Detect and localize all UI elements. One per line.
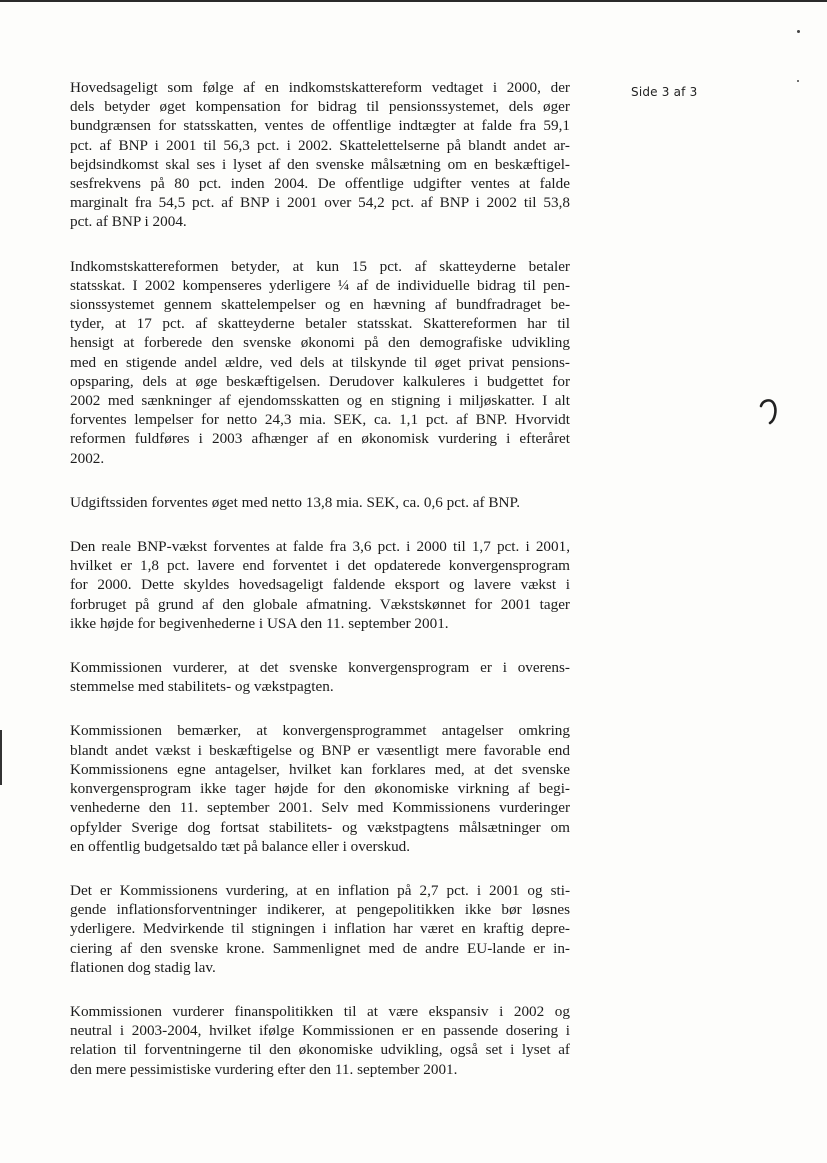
text-line: forbruget på grund af den globale afmatning. Vækstskønnet for 2001 tager bbox=[70, 595, 570, 613]
text-line: statsskat. I 2002 kompenseres yderligere ¼ af de individuelle bidrag til pen- bbox=[70, 276, 570, 294]
left-margin-mark bbox=[0, 730, 2, 785]
text-line: venhederne den 11. september 2001. Selv med Kommissionens vurderinger bbox=[70, 799, 570, 817]
text-line: en offentlig budgetsaldo tæt på balance eller i overskud. bbox=[70, 837, 411, 855]
scan-speck bbox=[797, 30, 800, 33]
text-line: pct. af BNP i 2004. bbox=[70, 213, 187, 231]
text-line: for 2000. Dette skyldes hovedsageligt faldende eksport og lavere vækst i bbox=[70, 576, 570, 594]
text-line: flationen dog stadig lav. bbox=[70, 958, 216, 976]
body-paragraph bbox=[70, 78, 570, 232]
text-line: bejdsindkomst skal ses i lyset af den svenske målsætning om en beskæftigel- bbox=[70, 155, 570, 173]
text-line: opfylder Sverige dog fortsat stabilitets- og vækstpagtens målsætninger om bbox=[70, 818, 570, 836]
text-line: konvergensprogram ikke tager højde for den økonomiske virkning af begi- bbox=[70, 780, 570, 798]
text-line: yderligere. Medvirkende til stigningen i inflation har været en kraftig depre- bbox=[70, 920, 570, 938]
top-border-line bbox=[0, 0, 827, 2]
text-line: med en stigende andel ældre, ved dels at tilskynde til øget privat pensions- bbox=[70, 353, 570, 371]
text-line: stemmelse med stabilitets- og vækstpagten. bbox=[70, 678, 334, 696]
text-line: relation til forventningerne til den økonomiske udvikling, også set i lyset af bbox=[70, 1041, 570, 1059]
text-line: Den reale BNP-vækst forventes at falde fra 3,6 pct. i 2000 til 1,7 pct. i 2001, bbox=[70, 538, 570, 556]
body-paragraph bbox=[70, 257, 570, 468]
text-line: gende inflationsforventninger indikerer, at pengepolitikken ikke bør løsnes bbox=[70, 901, 570, 919]
text-line: opsparing, dels at øge beskæftigelsen. Derudover kalkuleres i budgettet for bbox=[70, 372, 570, 390]
text-line: marginalt fra 54,5 pct. af BNP i 2001 over 54,2 pct. af BNP i 2002 til 53,8 bbox=[70, 194, 570, 212]
scan-speck bbox=[797, 80, 799, 82]
text-line: Kommissionens egne antagelser, hvilket kan forklares med, at det svenske bbox=[70, 760, 570, 778]
text-line: neutral i 2003-2004, hvilket ifølge Kommissionen er en passende dosering i bbox=[70, 1022, 570, 1040]
text-line: Indkomstskattereformen betyder, at kun 15 pct. af skatteyderne betaler bbox=[70, 257, 570, 275]
text-line: Det er Kommissionens vurdering, at en inflation på 2,7 pct. i 2001 og sti- bbox=[70, 881, 570, 899]
document-body bbox=[70, 78, 570, 1104]
body-paragraph bbox=[70, 1002, 570, 1079]
punch-hole-mark bbox=[757, 396, 779, 426]
text-line: pct. af BNP i 2001 til 56,3 pct. i 2002. Skattelettelserne på blandt andet ar- bbox=[70, 136, 570, 154]
text-line: sesfrekvens på 80 pct. inden 2004. De offentlige udgifter ventes at falde bbox=[70, 175, 570, 193]
text-line: blandt andet vækst i beskæftigelse og BNP er væsentligt mere favorable end bbox=[70, 741, 570, 759]
text-line: Kommissionen bemærker, at konvergensprogrammet antagelser omkring bbox=[70, 722, 570, 740]
text-line: 2002 med sænkninger af ejendomsskatten og en stigning i miljøskatter. I alt bbox=[70, 392, 570, 410]
text-line: Udgiftssiden forventes øget med netto 13,8 mia. SEK, ca. 0,6 pct. af BNP. bbox=[70, 493, 521, 511]
text-line: reformen fuldføres i 2003 afhænger af en økonomisk vurdering i efteråret bbox=[70, 430, 570, 448]
text-line: sionssystemet gennem skattelempelser og en hævning af bundfradraget be- bbox=[70, 296, 570, 314]
text-line: bundgrænsen for statsskatten, ventes de offentlige indtægter at falde fra 59,1 bbox=[70, 117, 570, 135]
body-paragraph bbox=[70, 881, 570, 977]
text-line: den mere pessimistiske vurdering efter den 11. september 2001. bbox=[70, 1060, 458, 1078]
text-line: 2002. bbox=[70, 449, 105, 467]
page-number: Side 3 af 3 bbox=[631, 85, 698, 99]
text-line: Kommissionen vurderer finanspolitikken til at være ekspansiv i 2002 og bbox=[70, 1002, 570, 1020]
text-line: forventes lempelser for netto 24,3 mia. SEK, ca. 1,1 pct. af BNP. Hvorvidt bbox=[70, 411, 570, 429]
text-line: ikke højde for begivenhederne i USA den 11. september 2001. bbox=[70, 614, 449, 632]
text-line: Hovedsageligt som følge af en indkomstskattereform vedtaget i 2000, der bbox=[70, 79, 570, 96]
body-paragraph bbox=[70, 721, 570, 855]
text-line: Kommissionen vurderer, at det svenske konvergensprogram er i overens- bbox=[70, 659, 570, 677]
body-paragraph bbox=[70, 537, 570, 633]
body-paragraph bbox=[70, 493, 570, 512]
text-line: hvilket er 1,8 pct. lavere end forventet i det opdaterede konvergensprogram bbox=[70, 557, 570, 575]
body-paragraph bbox=[70, 658, 570, 696]
text-line: ciering af den svenske krone. Sammenlignet med de andre EU-lande er in- bbox=[70, 939, 570, 957]
text-line: hensigt at forberede den svenske økonomi på den demografiske udvikling bbox=[70, 334, 570, 352]
text-line: tyder, at 17 pct. af skatteyderne betaler statsskat. Skattereformen har til bbox=[70, 315, 570, 333]
text-line: dels betyder øget kompensation for bidrag til pensionssystemet, dels øger bbox=[70, 98, 570, 116]
